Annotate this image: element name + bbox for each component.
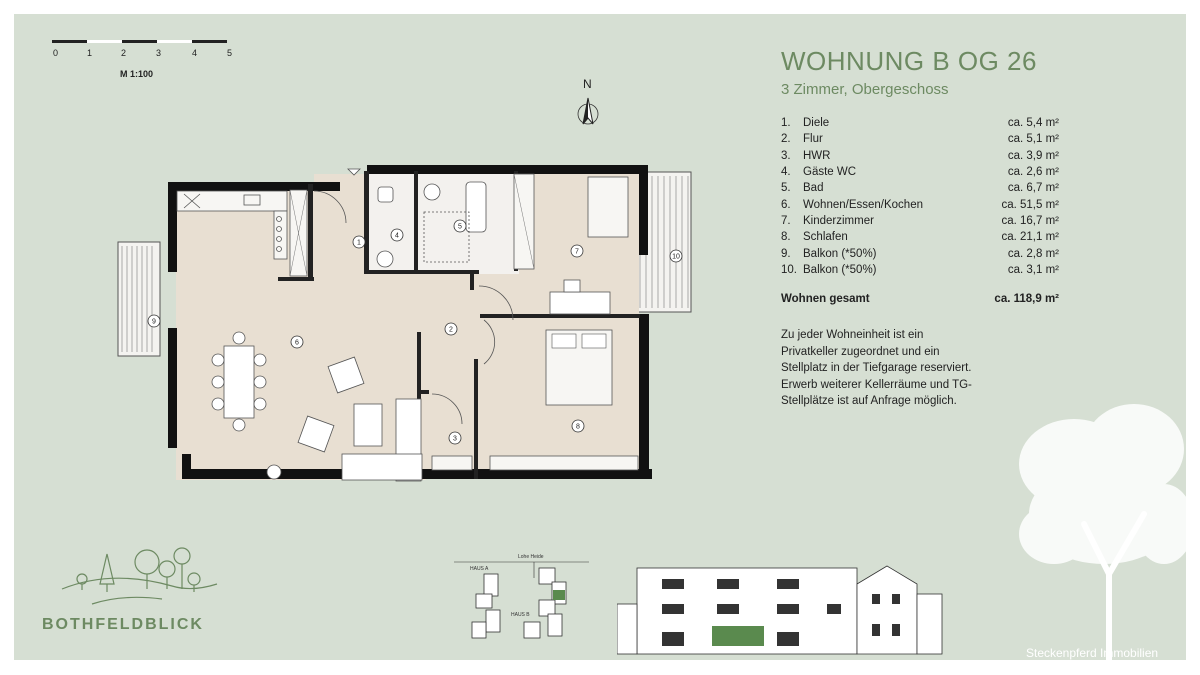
room-area: ca. 21,1 m²	[1001, 231, 1059, 244]
scale-bar	[52, 38, 242, 50]
room-name: Flur	[803, 133, 823, 146]
room-marker-2: 2	[449, 326, 453, 334]
site-street: Lohe Heide	[518, 554, 544, 560]
room-row	[781, 229, 1059, 245]
room-number: 8.	[781, 231, 791, 244]
room-marker-6: 6	[295, 339, 299, 347]
site-highlight	[553, 590, 565, 600]
brand-logo	[52, 544, 232, 614]
room-name: Kinderzimmer	[803, 214, 874, 227]
room-area: ca. 5,4 m²	[1007, 117, 1059, 130]
expose-slide	[14, 14, 1186, 660]
scale-tick: 0	[53, 48, 59, 58]
site-plan	[444, 556, 594, 656]
room-row	[781, 148, 1059, 164]
room-row	[781, 180, 1059, 196]
scale-tick: 4	[192, 48, 198, 58]
apartment-title: WOHNUNG B OG 26	[781, 46, 1037, 76]
room-row	[781, 164, 1059, 180]
balcony-9	[118, 242, 160, 356]
apartment-subtitle: 3 Zimmer, Obergeschoss	[781, 81, 949, 98]
site-haus-a: HAUS A	[470, 566, 489, 572]
room-row	[781, 245, 1059, 261]
room-marker-5: 5	[458, 223, 462, 231]
room-name: Diele	[803, 117, 830, 130]
total-label: Wohnen gesamt	[781, 293, 870, 305]
room-marker-8: 8	[576, 423, 580, 431]
room-name: Balkon (*50%)	[803, 263, 877, 276]
room-marker-4: 4	[395, 232, 399, 240]
site-haus-b: HAUS B	[511, 612, 530, 618]
info-note: Zu jeder Wohneinheit ist ein Privatkeller zugeordnet und ein Stellplatz in der Tiefgarage reserviert. Erwerb weiterer Kellerräume und TG-Stellplätze ist auf Anfrage möglich.	[781, 329, 972, 407]
room-marker-3: 3	[453, 435, 457, 443]
brand-name: BOTHFELDBLICK	[42, 616, 204, 633]
room-area: ca. 5,1 m²	[1007, 133, 1059, 146]
total-row	[781, 293, 1059, 305]
room-name: Schlafen	[803, 231, 848, 244]
scale-tick: 1	[87, 48, 93, 58]
room-marker-1: 1	[357, 239, 361, 247]
room-area: ca. 3,1 m²	[1007, 263, 1059, 276]
room-number: 6.	[781, 198, 791, 211]
room-number: 9.	[781, 247, 791, 260]
room-area: ca. 3,9 m²	[1007, 149, 1059, 162]
total-area: ca. 118,9 m²	[994, 293, 1059, 305]
room-number: 1.	[781, 117, 791, 130]
room-row	[781, 262, 1059, 278]
room-row	[781, 196, 1059, 212]
room-area: ca. 6,7 m²	[1007, 182, 1059, 195]
room-name: Gäste WC	[803, 166, 857, 179]
room-number: 10.	[781, 263, 797, 276]
room-name: Wohnen/Essen/Kochen	[803, 198, 923, 211]
room-marker-10: 10	[672, 253, 680, 261]
compass-icon	[574, 94, 604, 132]
scale-tick: 5	[227, 48, 233, 58]
room-name: Bad	[803, 182, 824, 195]
north-label: N	[583, 77, 592, 91]
room-name: HWR	[803, 149, 831, 162]
room-list	[781, 115, 1059, 278]
room-name: Balkon (*50%)	[803, 247, 877, 260]
elevation-highlight	[712, 626, 764, 646]
room-number: 4.	[781, 166, 791, 179]
scale-tick: 2	[121, 48, 127, 58]
room-number: 3.	[781, 149, 791, 162]
room-area: ca. 51,5 m²	[1001, 198, 1059, 211]
room-marker-9: 9	[152, 318, 156, 326]
room-number: 2.	[781, 133, 791, 146]
scale-label: M 1:100	[120, 69, 154, 79]
room-marker-7: 7	[575, 248, 579, 256]
credit-text: Steckenpferd Immobilien	[1026, 646, 1159, 660]
room-row	[781, 213, 1059, 229]
building-elevation	[617, 564, 947, 659]
room-number: 5.	[781, 182, 791, 195]
tree-illustration	[1014, 394, 1186, 660]
scale-tick: 3	[156, 48, 162, 58]
floor-plan	[109, 149, 709, 494]
room-area: ca. 16,7 m²	[1001, 214, 1059, 227]
room-area: ca. 2,6 m²	[1007, 166, 1059, 179]
room-row	[781, 115, 1059, 131]
room-row	[781, 131, 1059, 147]
room-area: ca. 2,8 m²	[1007, 247, 1059, 260]
room-number: 7.	[781, 214, 791, 227]
